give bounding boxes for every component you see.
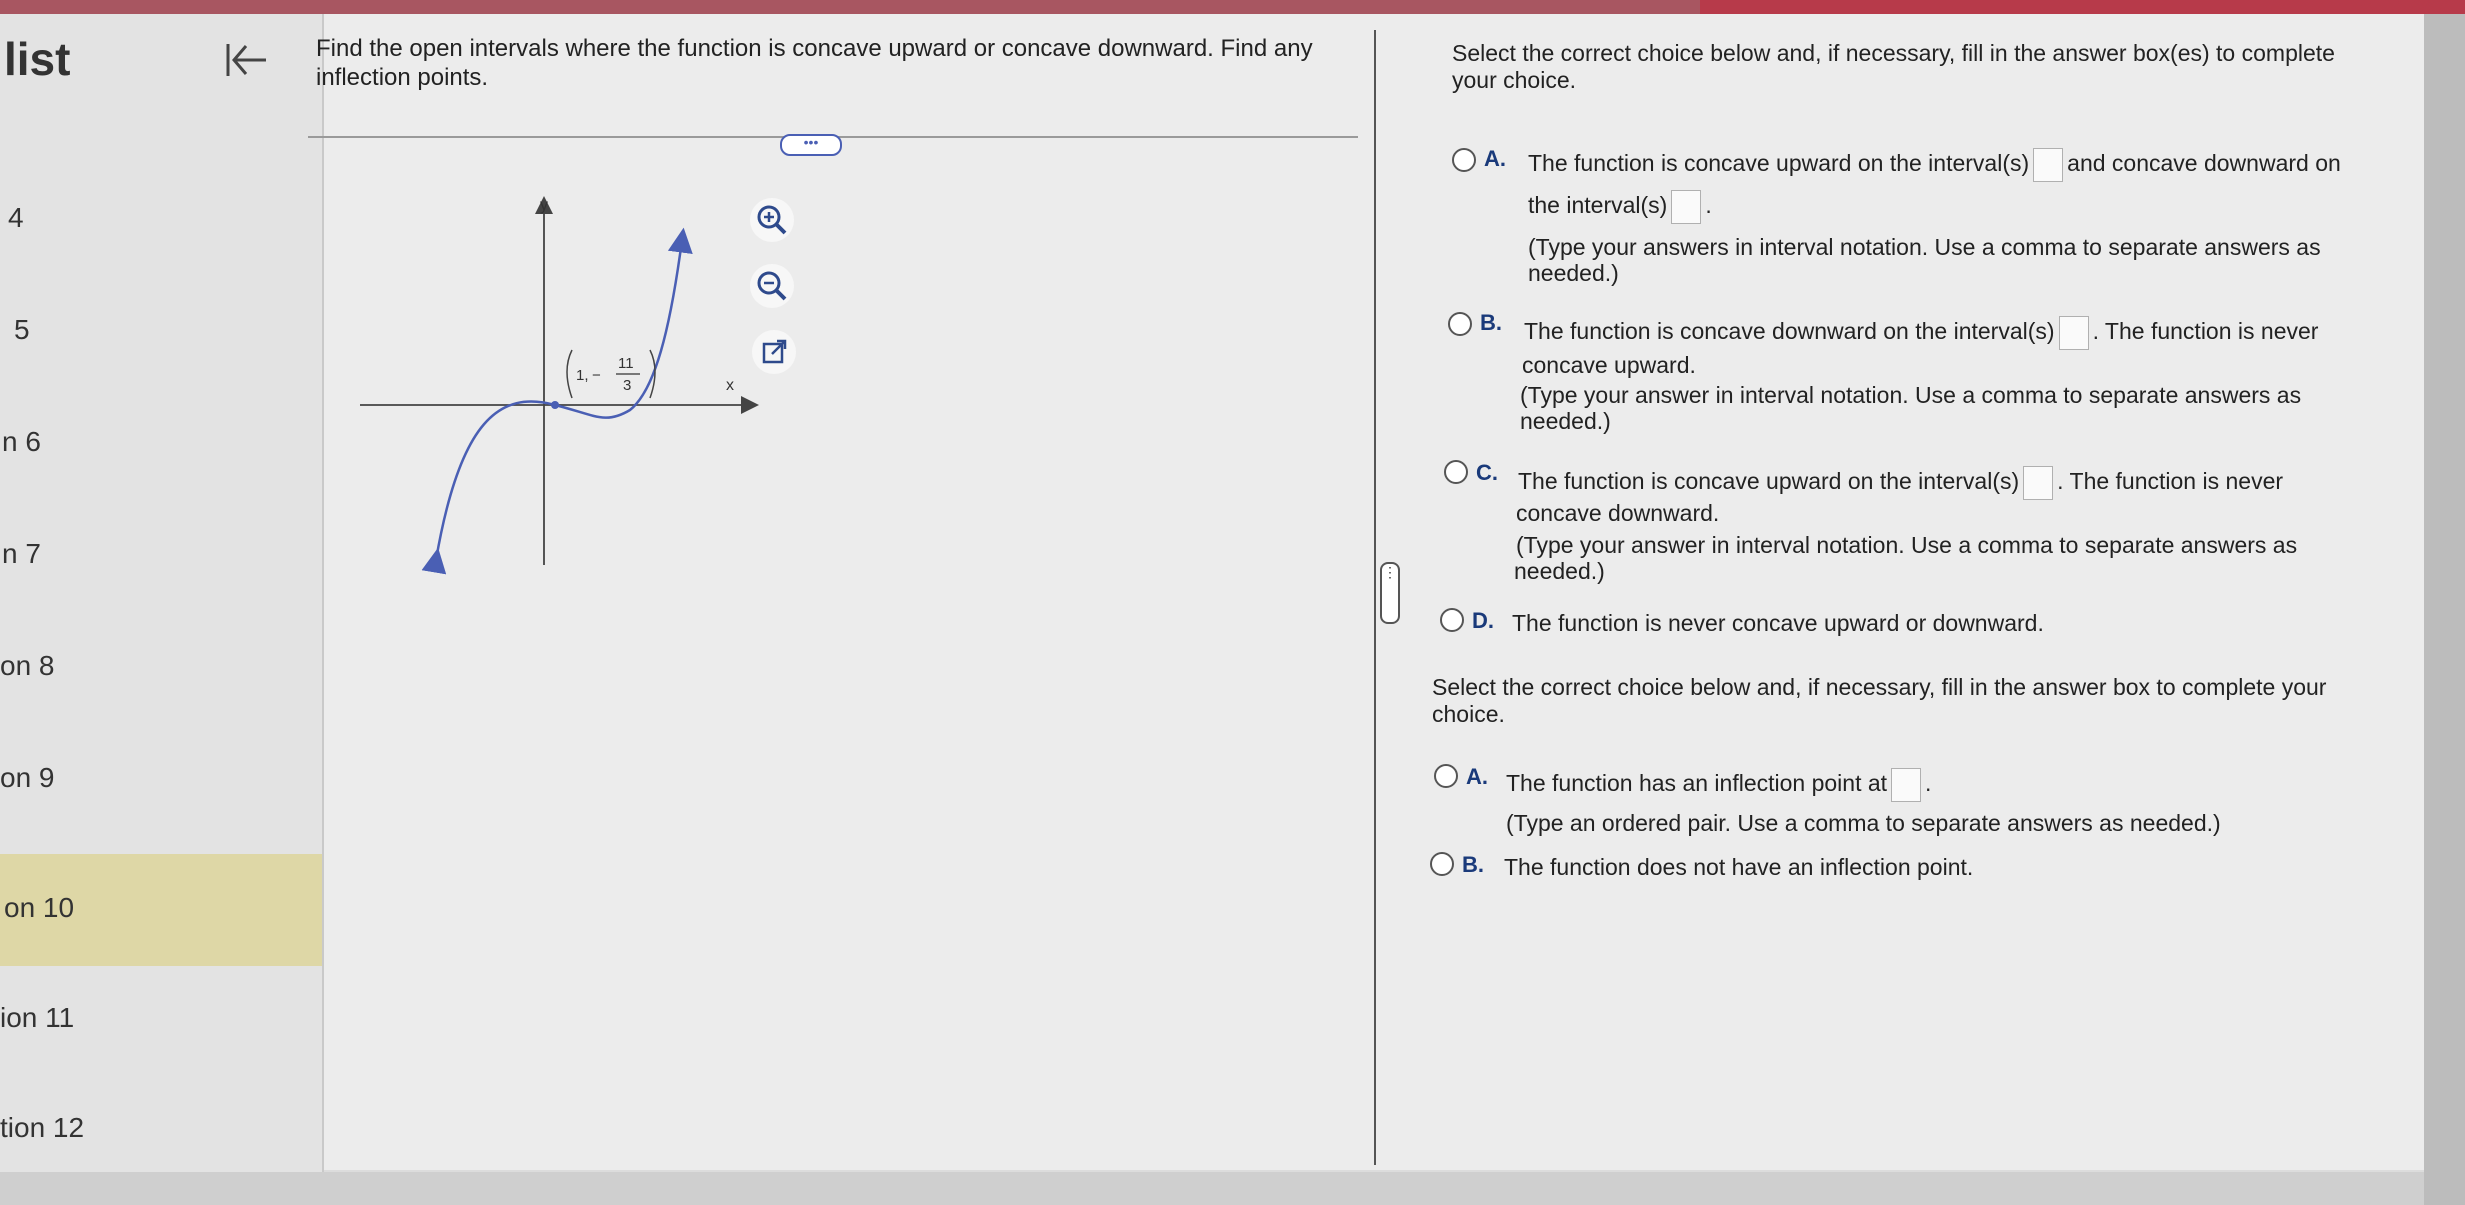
part1-choice-a-concave-up-input[interactable] [2033, 148, 2063, 182]
part2-choice-a-text [1506, 768, 2366, 802]
question-list-item-8[interactable] [0, 612, 322, 724]
choice-text: the interval(s) [1528, 192, 1668, 219]
item-label: tion 12 [0, 1112, 85, 1143]
item-label: 4 [8, 202, 24, 233]
question-list-sidebar [0, 14, 324, 1174]
question-list-item-9[interactable] [0, 724, 322, 836]
external-link-icon [752, 330, 796, 374]
choice-text: The function is concave upward on the interval(s) [1518, 468, 2020, 495]
part2-choice-a-letter: A. [1466, 764, 1488, 789]
part1-choice-b-hint1: (Type your answer in interval notation. Use a comma to separate answers as [1520, 382, 2302, 408]
collapse-left-icon [218, 32, 274, 88]
choice-text: and concave downward on [2067, 150, 2341, 177]
zoom-out-icon [750, 264, 794, 308]
x-axis-label: x [726, 377, 734, 394]
part1-choice-a-concave-down-input[interactable] [1671, 190, 1701, 224]
part1-choice-a-line2 [1528, 190, 1712, 224]
part2-choice-a-hint1: (Type an ordered pair. Use a comma to separate answers as needed.) [1506, 810, 2221, 836]
choice-text: The function is concave upward on the interval(s) [1528, 150, 2030, 177]
part1-choice-b-concave-down-input[interactable] [2059, 316, 2089, 350]
part1-choice-c-hint2: needed.) [1514, 558, 1605, 584]
function-graph [350, 190, 770, 580]
part1-choice-a-hint2: needed.) [1528, 260, 1619, 286]
item-label: n 7 [2, 538, 41, 569]
part1-choice-b-radio[interactable] [1448, 312, 1472, 336]
question-text: Find the open intervals where the function is concave upward or concave downward. Find any inflection points. [316, 35, 1313, 91]
choice-text: The function is concave downward on the interval(s) [1524, 318, 2055, 345]
top-bar [0, 0, 2465, 14]
part1-choice-c-line2: concave downward. [1516, 500, 1720, 526]
part1-choice-a-hint1: (Type your answers in interval notation. Use a comma to separate answers as [1528, 234, 2321, 260]
question-list-item-5[interactable] [0, 276, 322, 388]
part1-choice-d-text: The function is never concave upward or downward. [1512, 610, 2044, 636]
point-label-x: 1, [576, 367, 589, 384]
item-label: ion 11 [0, 1002, 75, 1033]
part1-choice-a-text [1528, 148, 2388, 182]
item-label: on 8 [0, 650, 55, 681]
part2-inflection-point-input[interactable] [1891, 768, 1921, 802]
point-label-den: 3 [623, 377, 632, 394]
inflection-point-marker [551, 401, 559, 409]
bottom-strip [0, 1172, 2424, 1205]
part2-instruction: Select the correct choice below and, if necessary, fill in the answer box to complete your choice. [1432, 674, 2327, 727]
question-list-item-10[interactable] [0, 854, 322, 966]
part1-choice-b-hint2: needed.) [1520, 408, 1611, 434]
collapse-sidebar-button[interactable] [218, 32, 274, 88]
point-label-num: 11 [618, 355, 634, 372]
part1-choice-c-radio[interactable] [1444, 460, 1468, 484]
part1-choice-b-letter: B. [1480, 310, 1502, 335]
part1-instruction: Select the correct choice below and, if necessary, fill in the answer box(es) to complete your choice. [1452, 40, 2335, 93]
open-graph-button[interactable] [752, 330, 796, 374]
y-axis-label: y [540, 197, 548, 214]
panel-resize-handle[interactable]: ⋮ [1380, 562, 1400, 624]
question-list-item-11[interactable] [0, 964, 322, 1076]
part2-choice-b-text: The function does not have an inflection point. [1504, 854, 1974, 880]
choice-text: . The function is never [2092, 318, 2319, 345]
right-edge [2424, 14, 2465, 1205]
part1-choice-c-hint1: (Type your answer in interval notation. Use a comma to separate answers as [1516, 532, 2298, 558]
zoom-in-icon [750, 198, 794, 242]
part1-choice-b-text [1524, 316, 2384, 350]
point-label-bracket [567, 350, 572, 398]
choice-text: . The function is never [2057, 468, 2284, 495]
part1-choice-d-letter: D. [1472, 608, 1494, 633]
part1-choice-c-text [1518, 466, 2378, 500]
choice-text: . [1705, 192, 1712, 219]
part2-choice-b-radio[interactable] [1430, 852, 1454, 876]
part2-choice-b-letter: B. [1462, 852, 1484, 877]
function-curve [436, 240, 682, 560]
part1-choice-c-concave-up-input[interactable] [2023, 466, 2053, 500]
question-list-item-6[interactable] [0, 388, 322, 500]
question-list-item-4[interactable] [0, 164, 322, 276]
item-label: on 10 [4, 892, 75, 923]
part1-choice-a-radio[interactable] [1452, 148, 1476, 172]
item-label: n 6 [2, 426, 41, 457]
part1-choice-c-letter: C. [1476, 460, 1498, 485]
choice-text: . [1925, 770, 1932, 797]
part1-choice-d-radio[interactable] [1440, 608, 1464, 632]
choice-text: The function has an inflection point at [1506, 770, 1888, 797]
question-list-item-7[interactable] [0, 500, 322, 612]
zoom-in-button[interactable] [750, 198, 794, 242]
item-label: 5 [14, 314, 30, 345]
panel-divider [1374, 30, 1376, 1165]
part1-choice-a-letter: A. [1484, 146, 1506, 171]
question-list-item-12[interactable] [0, 1074, 322, 1186]
point-label-minus: − [592, 367, 601, 384]
more-button[interactable]: ••• [780, 134, 842, 156]
item-label: on 9 [0, 762, 55, 793]
sidebar-title: list [4, 33, 71, 85]
part2-choice-a-radio[interactable] [1434, 764, 1458, 788]
part1-choice-b-line2: concave upward. [1522, 352, 1696, 378]
zoom-out-button[interactable] [750, 264, 794, 308]
